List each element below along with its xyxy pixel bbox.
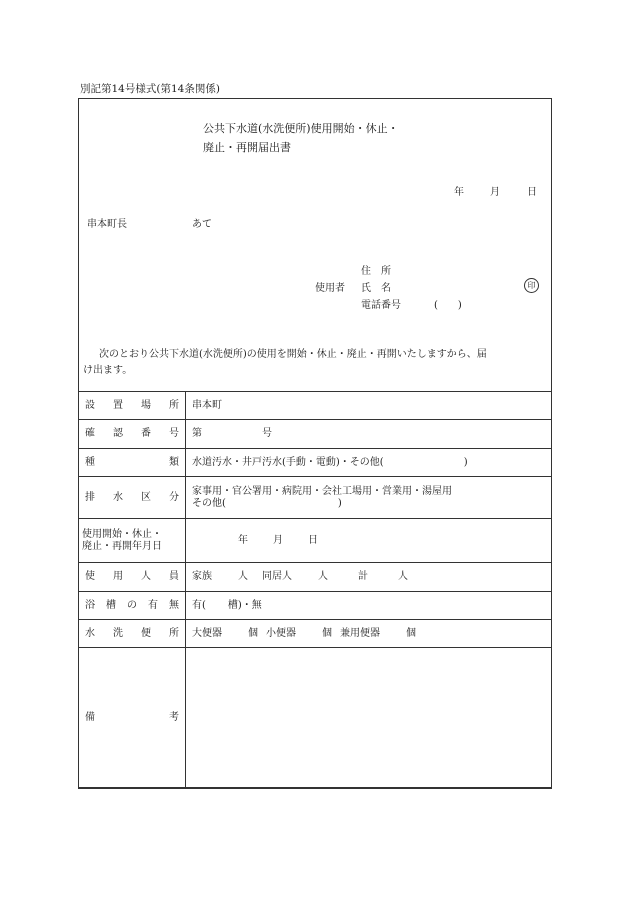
location-label: 設 置 場 所 bbox=[79, 392, 186, 420]
statement-line2: け出ます。 bbox=[83, 365, 133, 376]
table-row bbox=[79, 420, 552, 449]
seal-icon: 印 bbox=[524, 278, 539, 293]
table-row bbox=[79, 519, 552, 563]
applicant-phone-label: 電話番号 bbox=[361, 300, 401, 311]
users-value: 家族 人 同居人 人 計 人 bbox=[186, 563, 552, 592]
table-row bbox=[79, 563, 552, 592]
category-value: 家事用・官公署用・病院用・会社工場用・営業用・湯屋用 その他( ) bbox=[186, 477, 552, 519]
toilet-value: 大便器 個 小便器 個 兼用便器 個 bbox=[186, 620, 552, 648]
form-title-line2: 廃止・再開届出書 bbox=[203, 141, 291, 154]
seal-mark bbox=[524, 278, 539, 293]
date-year: 年 bbox=[454, 187, 464, 198]
confirm-number-label: 確 認 番 号 bbox=[79, 420, 186, 449]
kind-label: 種 類 bbox=[79, 449, 186, 477]
applicant-address-label: 住 所 bbox=[361, 266, 391, 277]
table-row bbox=[79, 592, 552, 620]
table-row bbox=[79, 449, 552, 477]
table-row bbox=[79, 648, 552, 789]
bathtub-value: 有( 槽)・無 bbox=[186, 592, 552, 620]
location-value: 串本町 bbox=[186, 392, 552, 420]
form-table bbox=[78, 391, 552, 789]
table-row bbox=[79, 392, 552, 420]
bathtub-label: 浴 槽 の 有 無 bbox=[79, 592, 186, 620]
applicant-name-label: 氏 名 bbox=[361, 283, 391, 294]
form-frame bbox=[78, 98, 552, 788]
form-number-label: 別記第14号様式(第14条関係) bbox=[80, 83, 220, 95]
statement-line1: 次のとおり公共下水道(水洗便所)の使用を開始・休止・廃止・再開いたしますから、届 bbox=[99, 349, 487, 360]
addressee-name: 串本町長 bbox=[87, 219, 127, 230]
addressee-suffix: あて bbox=[192, 219, 212, 230]
applicant-role-label: 使用者 bbox=[315, 283, 345, 294]
start-date-value: 年 月 日 bbox=[186, 519, 552, 563]
users-label: 使 用 人 員 bbox=[79, 563, 186, 592]
table-row bbox=[79, 620, 552, 648]
start-date-label: 使用開始・休止・ 廃止・再開年月日 bbox=[79, 519, 186, 563]
toilet-label: 水 洗 便 所 bbox=[79, 620, 186, 648]
kind-value: 水道汚水・井戸汚水(手動・電動)・その他( ) bbox=[186, 449, 552, 477]
form-title-line1: 公共下水道(水洗便所)使用開始・休止・ bbox=[203, 122, 399, 135]
date-month: 月 bbox=[490, 187, 500, 198]
applicant-phone-paren: ( ) bbox=[434, 300, 462, 311]
remarks-label: 備 考 bbox=[79, 648, 186, 789]
confirm-number-value: 第 号 bbox=[186, 420, 552, 449]
category-label: 排 水 区 分 bbox=[79, 477, 186, 519]
remarks-value[interactable] bbox=[186, 648, 552, 789]
table-row bbox=[79, 477, 552, 519]
date-day: 日 bbox=[527, 187, 537, 198]
